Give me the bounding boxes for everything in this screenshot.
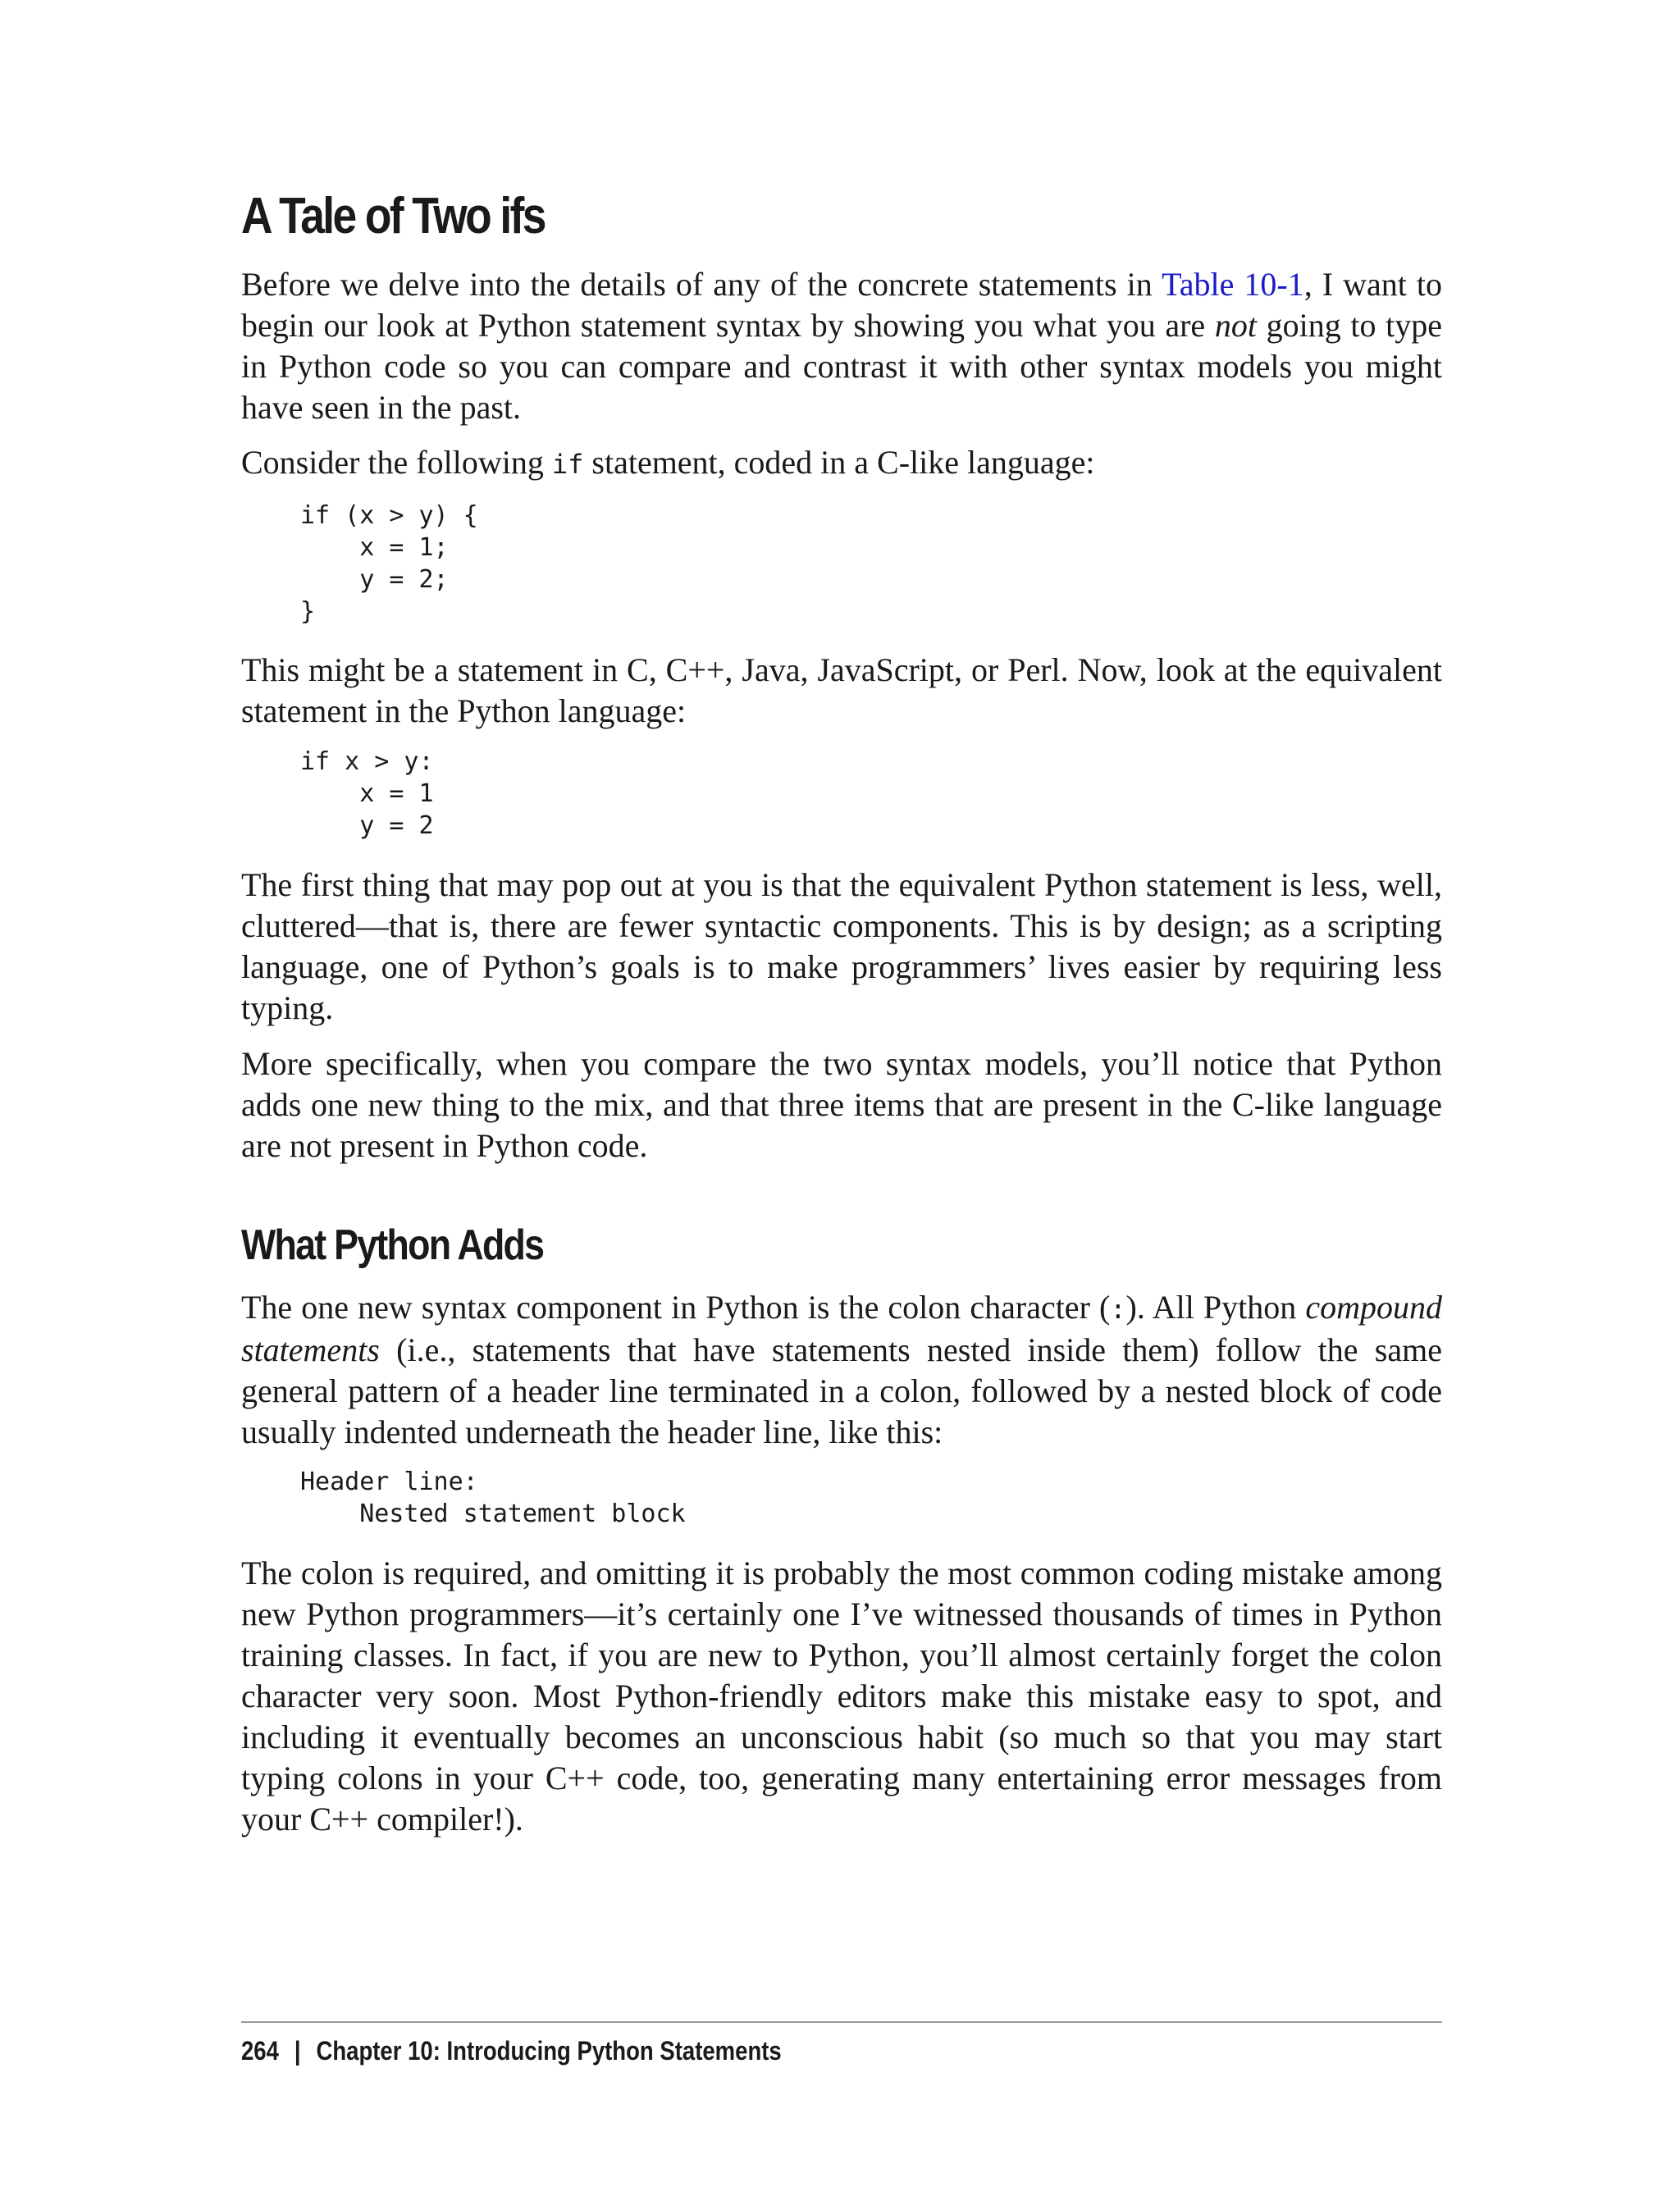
footer-rule [241,2021,1442,2023]
chapter-title: Chapter 10: Introducing Python Statements [316,2036,782,2066]
emphasis-compound: compound statements [241,1289,1442,1368]
inline-code-colon: : [1110,1294,1126,1325]
header-code-block: Header line: Nested statement block [300,1468,686,1528]
consider-paragraph: Consider the following if statement, coded in a C-like language: [241,444,1095,481]
emphasis-not: not [1214,307,1257,344]
comparison-paragraph: This might be a statement in C, C++, Java, JavaScript, or Perl. Now, look at the equivalent statement in the Python language: [241,651,1442,729]
page-footer [241,2033,782,2069]
python-code-block: if x > y: x = 1 y = 2 [300,747,434,840]
first-thing-paragraph: The first thing that may pop out at you is that the equivalent Python statement is less, well, cluttered—that is, there are fewer syntactic components. This is by design; as a scripting language, one of Python’s goals is to make programmers’ lives easier by requiring less typing. [241,866,1442,1026]
section-title: A Tale of Two ifs [241,188,545,244]
more-specifically-paragraph: More specifically, when you compare the two syntax models, you’ll notice that Python adds one new thing to the mix, and that three items that are present in the C-like language are not present in Python code. [241,1045,1442,1164]
page-number: 264 [241,2036,279,2066]
intro-paragraph: Before we delve into the details of any of the concrete statements in Table 10-1, I want to begin our look at Python statement syntax by showing you what you are not going to type in Python code so you can compare and contrast it with other syntax models you might have seen in the past. [241,266,1443,426]
inline-code-if: if [551,449,584,480]
c-code-block: if (x > y) { x = 1; y = 2; } [300,501,478,626]
subsection-title: What Python Adds [241,1221,544,1269]
colon-paragraph: The one new syntax component in Python is the colon character (:). All Python compound statements (i.e., statements that have statements nested inside them) follow the same general pattern of a header line terminated in a colon, followed by a nested block of code usually indented underneath the header line, like this: [241,1289,1442,1450]
colon-required-paragraph: The colon is required, and omitting it is probably the most common coding mistake among new Python programmers—it’s certainly one I’ve witnessed thousands of times in Python training classes. In fact, if you are new to Python, you’ll almost certainly forget the colon character very soon. Most Python-friendly editors make this mistake easy to spot, and including it eventually becomes an unconscious habit (so much so that you may start typing colons in your C++ code, too, generating many entertaining error messages from your C++ compiler!). [241,1554,1442,1838]
table-link[interactable]: Table 10-1 [1162,266,1304,303]
footer-separator: | [294,2036,301,2066]
